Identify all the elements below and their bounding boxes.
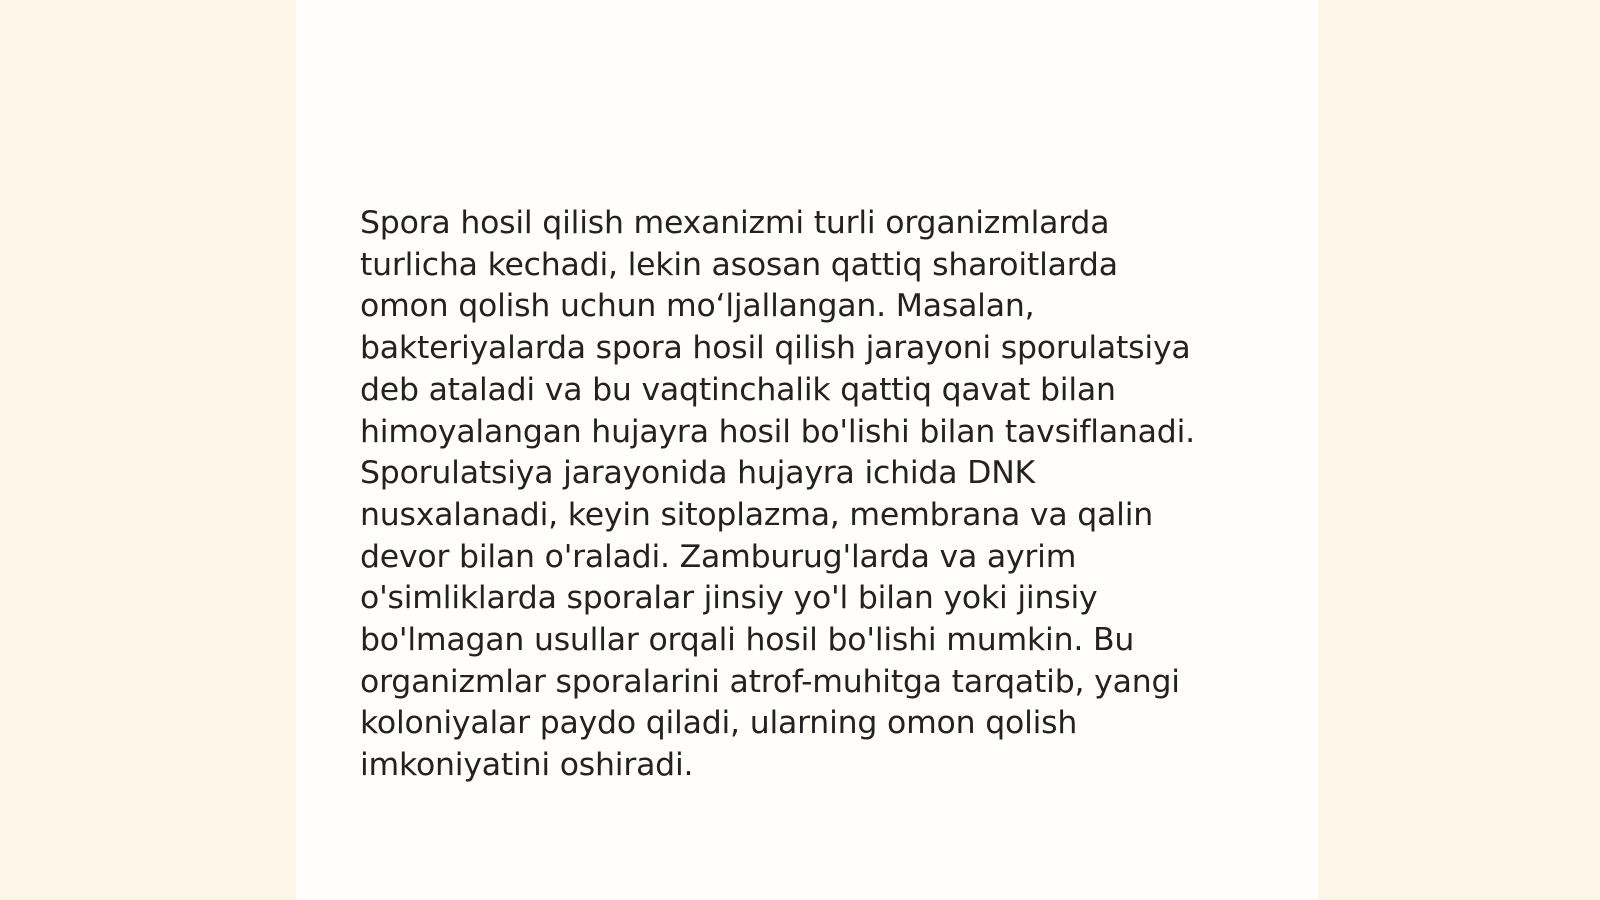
paragraph-line: omon qolish uchun mo‘ljallangan. Masalan, — [360, 288, 1035, 325]
left-margin — [0, 0, 296, 900]
body-paragraph — [360, 203, 1260, 787]
paragraph-line: Spora hosil qilish mexanizmi turli organizmlarda — [360, 205, 1110, 241]
right-margin — [1318, 0, 1600, 900]
paragraph-line: bakteriyalarda spora hosil qilish jarayoni sporulatsiya — [360, 330, 1191, 367]
paragraph-line: bo'lmagan usullar orqali hosil bo'lishi mumkin. Bu — [360, 622, 1135, 659]
paragraph-line: Sporulatsiya jarayonida hujayra ichida DNK — [360, 455, 1036, 492]
paragraph-line: koloniyalar paydo qiladi, ularning omon qolish — [360, 705, 1078, 742]
paragraph-line: deb ataladi va bu vaqtinchalik qattiq qavat bilan — [360, 371, 1116, 408]
document-page — [296, 0, 1318, 900]
paragraph-line: nusxalanadi, keyin sitoplazma, membrana va qalin — [360, 496, 1154, 533]
paragraph-line: o'simliklarda sporalar jinsiy yo'l bilan yoki jinsiy — [360, 580, 1098, 617]
paragraph-line: turlicha kechadi, lekin asosan qattiq sharoitlarda — [360, 246, 1118, 283]
paragraph-line: devor bilan o'raladi. Zamburug'larda va ayrim — [360, 538, 1077, 575]
paragraph-line: organizmlar sporalarini atrof-muhitga tarqatib, yangi — [360, 663, 1180, 700]
paragraph-line: himoyalangan hujayra hosil bo'lishi bilan tavsiflanadi. — [360, 413, 1195, 450]
paragraph-line: imkoniyatini oshiradi. — [360, 747, 694, 784]
